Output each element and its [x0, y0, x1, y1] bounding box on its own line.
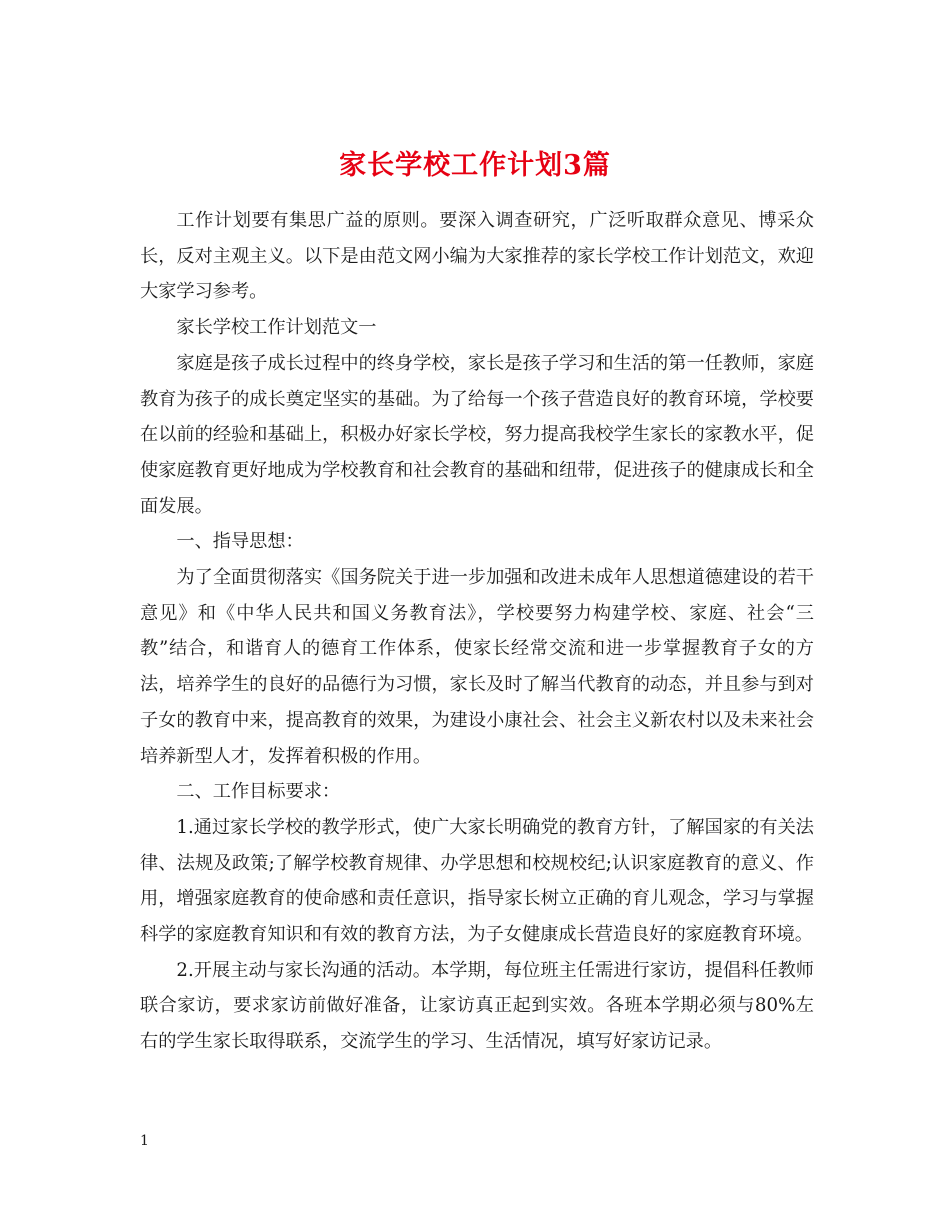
document-title: 家长学校工作计划3篇 [339, 150, 611, 182]
section-heading-sample-one: 家长学校工作计划范文一 [176, 317, 377, 339]
body-paragraph: 为了全面贯彻落实《国务院关于进一步加强和改进未成年人思想道德建设的若干意见》和《中华人民共和国义务教育法》，学校要努力构建学校、家庭、社会“三教”结合，和谐育人的德育工作体系，使家长经常交流和进一步掌握教育子女的方法，培养学生的良好的品德行为习惯，家长及时了解当代教育的动态，并且参与到对子女的教育中来，提高教育的效果，为建设小康社会、社会主义新农村以及未来社会培养新型人才，发挥着积极的作用。 [140, 567, 814, 767]
section-heading-guiding-thought: 一、指导思想： [176, 531, 304, 553]
document-body [140, 203, 814, 1060]
page-number: 1 [140, 1133, 149, 1149]
list-item-paragraph: 2.开展主动与家长沟通的活动。本学期，每位班主任需进行家访，提倡科任教师联合家访，要求家访前做好准备，让家访真正起到实效。各班本学期必须与80%左右的学生家长取得联系，交流学生的学习、生活情况，填写好家访记录。 [140, 959, 814, 1053]
intro-paragraph: 工作计划要有集思广益的原则。要深入调查研究，广泛听取群众意见、博采众长，反对主观主义。以下是由范文网小编为大家推荐的家长学校工作计划范文，欢迎大家学习参考。 [140, 210, 814, 303]
body-paragraph: 家庭是孩子成长过程中的终身学校，家长是孩子学习和生活的第一任教师，家庭教育为孩子的成长奠定坚实的基础。为了给每一个孩子营造良好的教育环境，学校要在以前的经验和基础上，积极办好家长学校，努力提高我校学生家长的家教水平，促使家庭教育更好地成为学校教育和社会教育的基础和纽带，促进孩子的健康成长和全面发展。 [140, 352, 814, 517]
list-item-paragraph: 1.通过家长学校的教学形式，使广大家长明确党的教育方针，了解国家的有关法律、法规及政策;了解学校教育规律、办学思想和校规校纪;认识家庭教育的意义、作用，增强家庭教育的使命感和责任意识，指导家长树立正确的育儿观念，学习与掌握科学的家庭教育知识和有效的教育方法，为子女健康成长营造良好的家庭教育环境。 [140, 816, 814, 946]
section-heading-work-goals: 二、工作目标要求： [176, 781, 341, 803]
